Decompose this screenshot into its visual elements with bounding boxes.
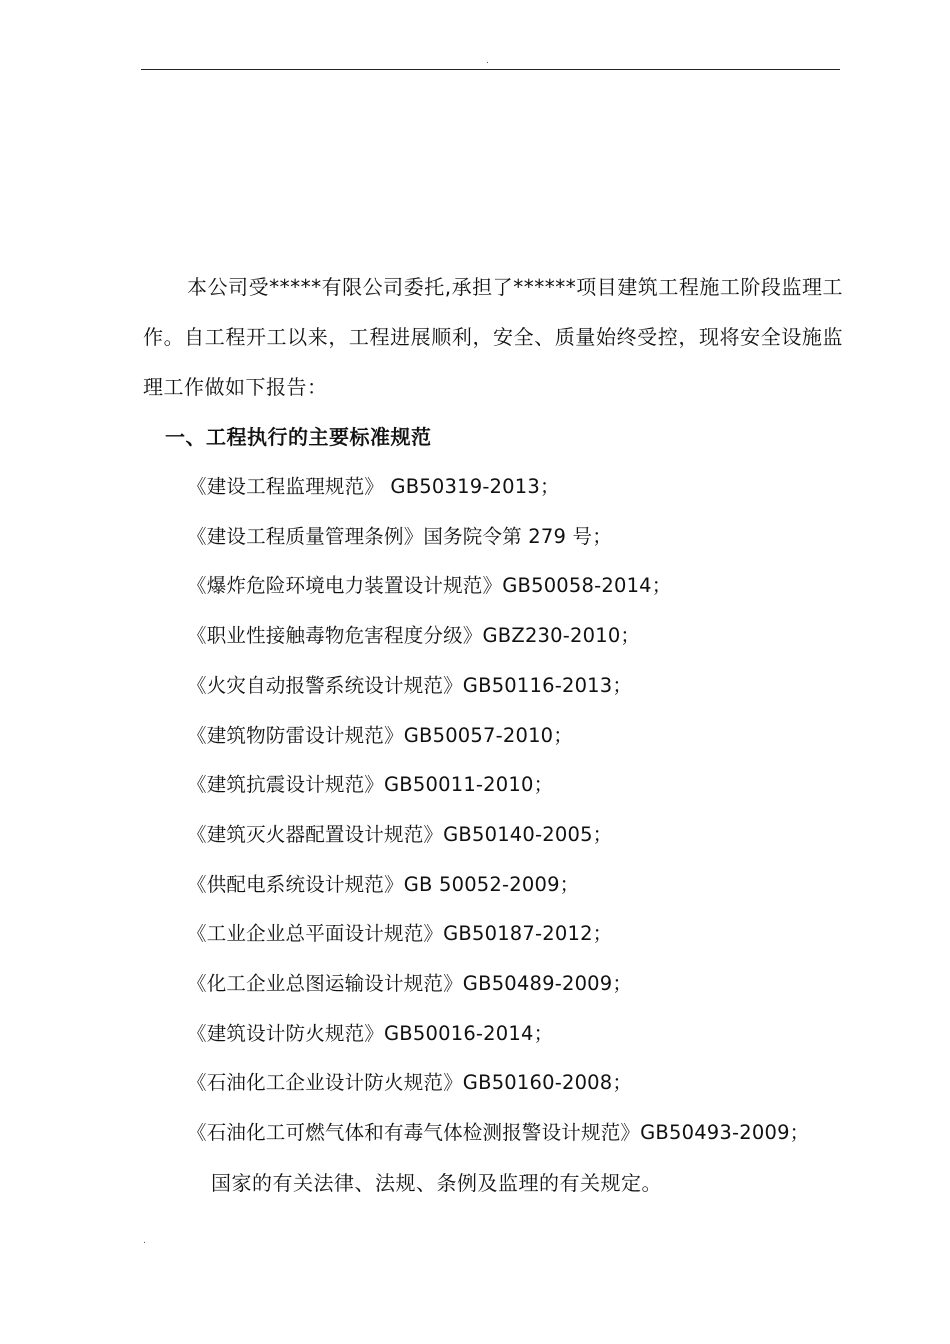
standard-item: 《石油化工企业设计防火规范》GB50160-2008； [187,1071,633,1095]
standard-item: 《石油化工可燃气体和有毒气体检测报警设计规范》GB50493-2009； [187,1121,810,1145]
standard-item: 《工业企业总平面设计规范》GB50187-2012； [187,922,613,946]
standard-item: 《爆炸危险环境电力装置设计规范》GB50058-2014； [187,574,672,598]
header-mark: . [486,56,489,66]
standard-item: 《火灾自动报警系统设计规范》GB50116-2013； [187,673,633,697]
standard-item: 《建筑设计防火规范》GB50016-2014； [187,1021,554,1045]
standard-item: 《建设工程质量管理条例》国务院令第 279 号； [187,524,612,548]
document-body [143,262,843,1208]
standard-item: 《化工企业总图运输设计规范》GB50489-2009； [187,972,633,996]
standard-item: 《职业性接触毒物危害程度分级》GBZ230-2010； [187,624,641,648]
standard-item: 《建筑物防雷设计规范》GB50057-2010； [187,723,573,747]
standard-item: 《建筑抗震设计规范》GB50011-2010； [187,773,554,797]
standard-item: 《建筑灭火器配置设计规范》GB50140-2005； [187,822,613,846]
closing-paragraph: 国家的有关法律、法规、条例及监理的有关规定。 [211,1170,662,1195]
intro-paragraph: 本公司受*****有限公司委托,承担了******项目建筑工程施工阶段监理工作。自工程开工以来，工程进展顺利，安全、质量始终受控，现将安全设施监理工作做如下报告： [143,275,843,399]
standard-item: 《建设工程监理规范》 GB50319-2013； [187,475,560,498]
footer-mark: . [143,1236,146,1246]
standards-list [143,462,843,1158]
section-heading: 一、工程执行的主要标准规范 [165,425,432,449]
standard-item: 《供配电系统设计规范》GB 50052-2009； [187,872,580,896]
header-rule [141,69,840,70]
